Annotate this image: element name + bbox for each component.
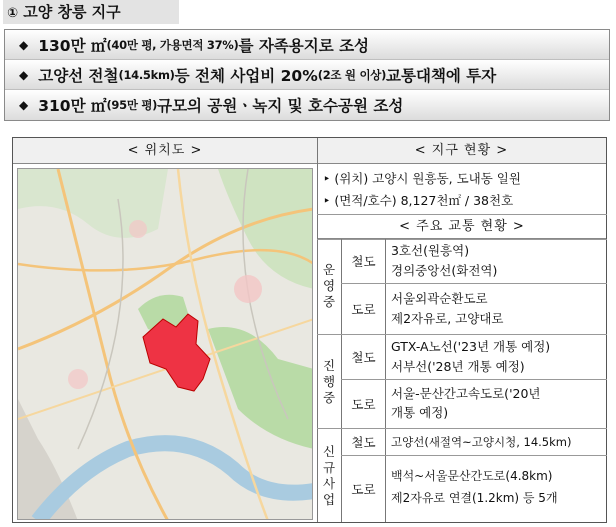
type-rail: 철도 — [351, 435, 376, 450]
group-in-progress: 진 행 중 — [322, 358, 336, 405]
road-line-2: 제2자유로 연결(1.2km) 등 5개 — [391, 491, 558, 505]
district-area: ‣ (면적/호수) 8,127천㎡ / 38천호 — [323, 193, 514, 208]
road-line-1: 서울외곽순환도로 — [391, 291, 488, 306]
diamond-icon: ◆ — [19, 67, 29, 82]
bullet-part: (14.5km) — [118, 67, 175, 82]
transport-header: < 주요 교통 현황 > — [318, 215, 606, 239]
bullet-part: 규모의 공원ㆍ녹지 및 호수공원 조성 — [157, 97, 404, 115]
bullet-part: (40만 평, 가용면적 37%) — [106, 37, 239, 52]
section-title-text: 고양 창릉 지구 — [23, 3, 121, 21]
rail-line-2: 경의중앙선(화전역) — [391, 263, 498, 278]
bullet-part: 교통대책에 투자 — [386, 66, 497, 85]
summary-bullet — [5, 30, 609, 60]
bullet-part: 등 전체 사업비 20% — [174, 66, 318, 85]
location-map-image — [18, 169, 313, 520]
road-line-1: 백석~서울문산간도로(4.8km) — [391, 469, 553, 483]
rail-line-1: 3호선(원흥역) — [391, 243, 470, 258]
diamond-icon: ◆ — [19, 98, 29, 112]
group-operating: 운 영 중 — [322, 262, 336, 309]
rail-line-2: 서부선('28년 개통 예정) — [391, 359, 525, 374]
bullet-part: 310만 ㎡ — [38, 97, 107, 115]
type-rail: 철도 — [351, 254, 376, 269]
bullet-part: 고양선 전철 — [38, 66, 119, 85]
bullet-part: 를 자족용지로 조성 — [238, 36, 370, 55]
rail-line-1: GTX-A노선('23년 개통 예정) — [391, 339, 551, 354]
type-road: 도로 — [351, 397, 376, 412]
road-line-2: 개통 예정) — [391, 405, 449, 420]
bullet-part: (2조 원 이상) — [317, 67, 387, 82]
bullet-part: 130만 ㎡ — [38, 36, 107, 55]
section-number: ① — [7, 6, 19, 21]
section-title — [3, 0, 179, 24]
group-new-projects: 신 규 사 업 — [322, 444, 336, 507]
column-divider — [385, 239, 386, 522]
info-table — [12, 137, 607, 523]
summary-bullet — [5, 60, 609, 90]
road-line-2: 제2자유로, 고양대로 — [391, 311, 504, 326]
road-line-1: 서울-문산간고속도로('20년 — [391, 386, 541, 401]
summary-box — [4, 29, 610, 121]
bullet-part: (95만 평) — [106, 98, 158, 112]
district-location: ‣ (위치) 고양시 원흥동, 도내동 일원 — [323, 171, 521, 186]
type-road: 도로 — [351, 482, 376, 497]
diamond-icon: ◆ — [19, 37, 29, 52]
type-rail: 철도 — [351, 350, 376, 365]
summary-bullet — [5, 90, 609, 120]
location-map-header: < 위치도 > — [13, 138, 317, 164]
rail-line-1: 고양선(새절역~고양시청, 14.5km) — [391, 435, 572, 449]
district-status-header: < 지구 현황 > — [317, 138, 606, 164]
location-map — [17, 168, 313, 520]
type-road: 도로 — [351, 302, 376, 317]
